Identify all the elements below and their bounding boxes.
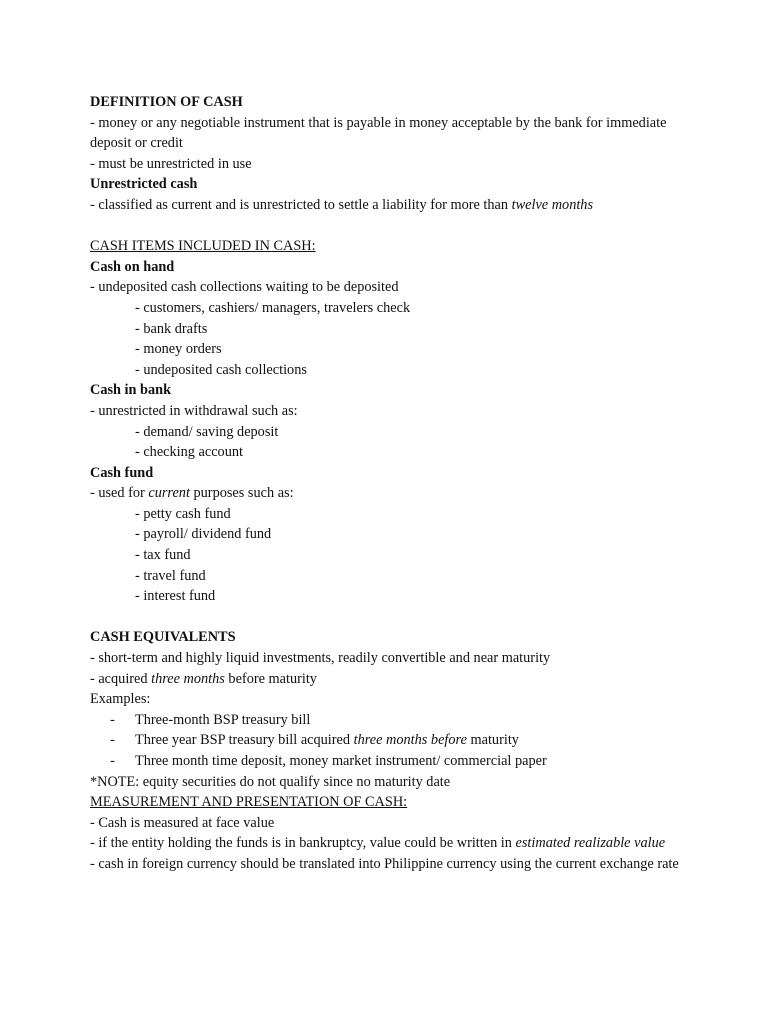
list-item: - payroll/ dividend fund	[135, 526, 272, 543]
emphasis-text: twelve months	[511, 196, 594, 213]
emphasis-text: estimated realizable value	[515, 835, 666, 852]
list-item: - bank drafts	[135, 320, 208, 337]
examples-label: Examples:	[90, 691, 151, 708]
list-item: - tax fund	[135, 547, 191, 564]
text-segment: maturity	[466, 732, 519, 749]
spacer	[90, 607, 680, 628]
cash-equivalents-line-1: - short-term and highly liquid investments, readily convertible and near maturity	[90, 650, 551, 667]
cash-on-hand-desc: - undeposited cash collections waiting to be deposited	[90, 279, 399, 296]
measurement-line-2	[90, 833, 680, 854]
example-item	[90, 710, 680, 731]
text-segment: purposes such as:	[189, 485, 294, 502]
emphasis-text: three months before	[353, 732, 467, 749]
section-heading-cash-items: CASH ITEMS INCLUDED IN CASH:	[90, 238, 316, 255]
section-heading-definition: DEFINITION OF CASH	[90, 94, 243, 110]
subheading-cash-in-bank: Cash in bank	[90, 382, 172, 399]
subheading-unrestricted-cash: Unrestricted cash	[90, 176, 198, 193]
measurement-line-3: - cash in foreign currency should be translated into Philippine currency using the current exchange rate	[90, 855, 679, 872]
list-item: - money orders	[135, 341, 222, 358]
text-segment: Three year BSP treasury bill acquired	[135, 732, 354, 749]
definition-line-1: - money or any negotiable instrument that is payable in money acceptable by the bank for immediate deposit or credit	[90, 114, 667, 152]
example-text: Three-month BSP treasury bill	[135, 711, 311, 728]
text-segment: - if the entity holding the funds is in bankruptcy, value could be written in	[90, 835, 516, 852]
spacer	[90, 216, 680, 237]
section-heading-measurement: MEASUREMENT AND PRESENTATION OF CASH:	[90, 794, 408, 811]
text-segment: before maturity	[224, 670, 317, 687]
list-item: - travel fund	[135, 567, 206, 584]
list-item: - petty cash fund	[135, 505, 231, 522]
text-segment: - used for	[90, 485, 149, 502]
cash-in-bank-desc: - unrestricted in withdrawal such as:	[90, 402, 298, 419]
bullet-dash: -	[110, 711, 115, 728]
document-page	[90, 92, 680, 875]
section-heading-cash-equivalents: CASH EQUIVALENTS	[90, 629, 236, 646]
subheading-cash-on-hand: Cash on hand	[90, 258, 175, 275]
text-segment: - acquired	[90, 670, 152, 687]
emphasis-text: current	[148, 485, 190, 502]
list-item: - demand/ saving deposit	[135, 423, 279, 440]
example-text	[135, 730, 519, 751]
list-item: - customers, cashiers/ managers, travelers check	[135, 299, 411, 316]
note-line: *NOTE: equity securities do not qualify since no maturity date	[90, 773, 451, 790]
list-item: - undeposited cash collections	[135, 361, 307, 378]
list-item: - interest fund	[135, 588, 216, 605]
unrestricted-cash-line	[90, 195, 680, 216]
example-item	[90, 730, 680, 751]
list-item: - checking account	[135, 444, 243, 461]
measurement-line-1: - Cash is measured at face value	[90, 814, 275, 831]
subheading-cash-fund: Cash fund	[90, 464, 154, 481]
text-segment: - classified as current and is unrestricted to settle a liability for more than	[90, 196, 512, 213]
example-item	[90, 751, 680, 772]
bullet-dash: -	[110, 732, 115, 749]
bullet-dash: -	[110, 753, 115, 769]
cash-equivalents-line-2	[90, 669, 680, 690]
cash-fund-desc	[90, 483, 680, 504]
definition-line-2: - must be unrestricted in use	[90, 155, 252, 172]
emphasis-text: three months	[151, 670, 225, 687]
example-text: Three month time deposit, money market instrument/ commercial paper	[135, 753, 547, 769]
